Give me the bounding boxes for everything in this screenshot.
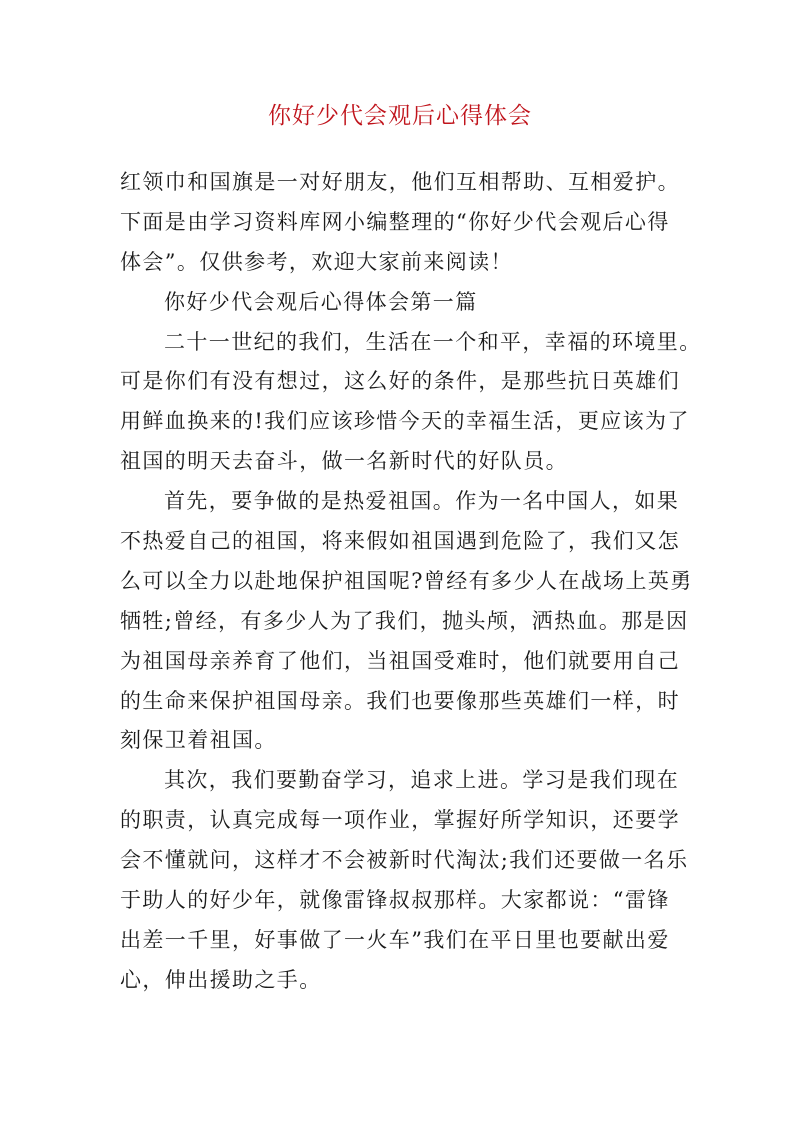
paragraph-line: 下面是由学习资料库网小编整理的“你好少代会观后心得 — [120, 209, 670, 234]
paragraph-line: 的职责，认真完成每一项作业，掌握好所学知识，还要学 — [120, 808, 680, 833]
paragraph-line: 出差一千里，好事做了一火车”我们在平日里也要献出爱 — [120, 927, 670, 952]
paragraph-line: 会不懂就问，这样才不会被新时代淘汰;我们还要做一名乐 — [120, 848, 689, 873]
paragraph-line: 于助人的好少年，就像雷锋叔叔那样。大家都说：“雷锋 — [120, 888, 670, 913]
paragraph-line: 刻保卫着祖国。 — [120, 728, 277, 753]
paragraph-line: 祖国的明天去奋斗，做一名新时代的好队员。 — [120, 449, 568, 474]
paragraph-line: 可是你们有没有想过，这么好的条件，是那些抗日英雄们 — [120, 369, 680, 394]
paragraph-line: 为祖国母亲养育了他们，当祖国受难时，他们就要用自己 — [120, 648, 680, 673]
paragraph-line: 用鲜血换来的!我们应该珍惜今天的幸福生活，更应该为了 — [120, 409, 690, 434]
paragraph-line: 么可以全力以赴地保护祖国呢?曾经有多少人在战场上英勇 — [120, 568, 693, 593]
paragraph-line: 其次，我们要勤奋学习，追求上进。学习是我们现在 — [164, 768, 680, 793]
document-body — [120, 163, 702, 1001]
paragraph-line: 的生命来保护祖国母亲。我们也要像那些英雄们一样，时 — [120, 688, 680, 713]
document-title: 你好少代会观后心得体会 — [268, 103, 532, 129]
paragraph-line: 心，伸出援助之手。 — [120, 967, 322, 992]
paragraph-line: 二十一世纪的我们，生活在一个和平，幸福的环境里。 — [164, 329, 702, 354]
paragraph-line: 首先，要争做的是热爱祖国。作为一名中国人，如果 — [164, 489, 680, 514]
paragraph-line: 红领巾和国旗是一对好朋友，他们互相帮助、互相爱护。 — [120, 170, 680, 194]
paragraph-line: 体会”。仅供参考，欢迎大家前来阅读！ — [120, 249, 513, 274]
paragraph-line: 牺牲;曾经，有多少人为了我们，抛头颅，洒热血。那是因 — [120, 608, 689, 633]
paragraph-line: 不热爱自己的祖国，将来假如祖国遇到危险了，我们又怎 — [120, 529, 680, 554]
section-heading: 你好少代会观后心得体会第一篇 — [164, 289, 478, 314]
